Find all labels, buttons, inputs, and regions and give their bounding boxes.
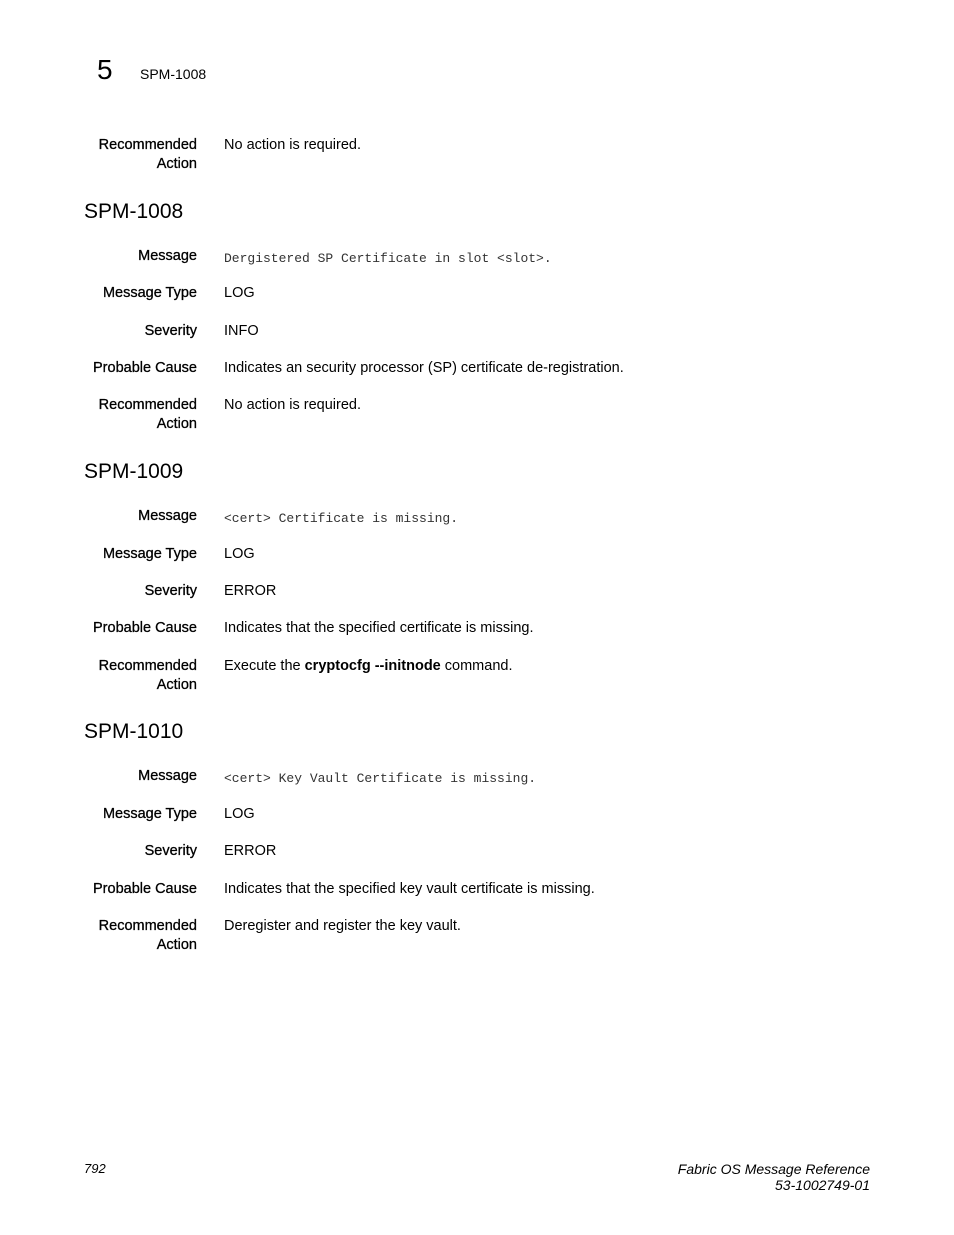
probable-cause-label: Probable Cause	[93, 881, 197, 897]
command-name: cryptocfg --initnode	[304, 658, 441, 674]
severity-value: INFO	[224, 323, 259, 339]
probable-cause-value: Indicates an security processor (SP) certificate de-registration.	[224, 360, 624, 376]
recommended-action-value: Deregister and register the key vault.	[224, 918, 461, 934]
recommended-action-label: Recommended Action	[98, 397, 197, 432]
severity-value: ERROR	[224, 843, 277, 859]
recommended-action-label: Recommended Action	[98, 137, 197, 172]
page-number: 792	[84, 1161, 106, 1176]
message-label: Message	[138, 248, 197, 264]
message-type-value: LOG	[224, 285, 255, 301]
running-header-title: SPM-1008	[140, 66, 207, 82]
message-type-value: LOG	[224, 546, 255, 562]
probable-cause-label: Probable Cause	[93, 360, 197, 376]
message-type-label: Message Type	[102, 806, 197, 822]
message-type-label: Message Type	[102, 546, 197, 562]
severity-value: ERROR	[224, 583, 277, 599]
probable-cause-label: Probable Cause	[93, 620, 197, 636]
message-type-value: LOG	[224, 806, 255, 822]
recommended-action-value: Execute the cryptocfg --initnode command.	[224, 658, 513, 674]
recommended-action-label: Recommended Action	[98, 658, 197, 693]
message-label: Message	[138, 768, 197, 784]
severity-label: Severity	[144, 323, 197, 339]
probable-cause-value: Indicates that the specified certificate is missing.	[224, 620, 534, 636]
doc-title: Fabric OS Message Reference	[677, 1161, 870, 1177]
message-label: Message	[138, 508, 197, 524]
section-heading-spm-1009: SPM-1009	[84, 460, 184, 483]
recommended-action-label: Recommended Action	[98, 918, 197, 953]
severity-label: Severity	[144, 583, 197, 599]
message-type-label: Message Type	[102, 285, 197, 301]
chapter-number: 5	[97, 54, 113, 85]
message-value: Dergistered SP Certificate in slot <slot>.	[224, 251, 552, 266]
footer-doc-info	[678, 1161, 870, 1193]
recommended-action-value: No action is required.	[224, 397, 362, 413]
severity-label: Severity	[144, 843, 197, 859]
message-value: <cert> Key Vault Certificate is missing.	[224, 771, 537, 786]
message-value: <cert> Certificate is missing.	[224, 511, 459, 526]
section-heading-spm-1010: SPM-1010	[84, 720, 184, 743]
probable-cause-value: Indicates that the specified key vault certificate is missing.	[224, 881, 595, 897]
section-heading-spm-1008: SPM-1008	[84, 200, 184, 223]
doc-number: 53-1002749-01	[775, 1177, 870, 1193]
recommended-action-value: No action is required.	[224, 137, 362, 153]
